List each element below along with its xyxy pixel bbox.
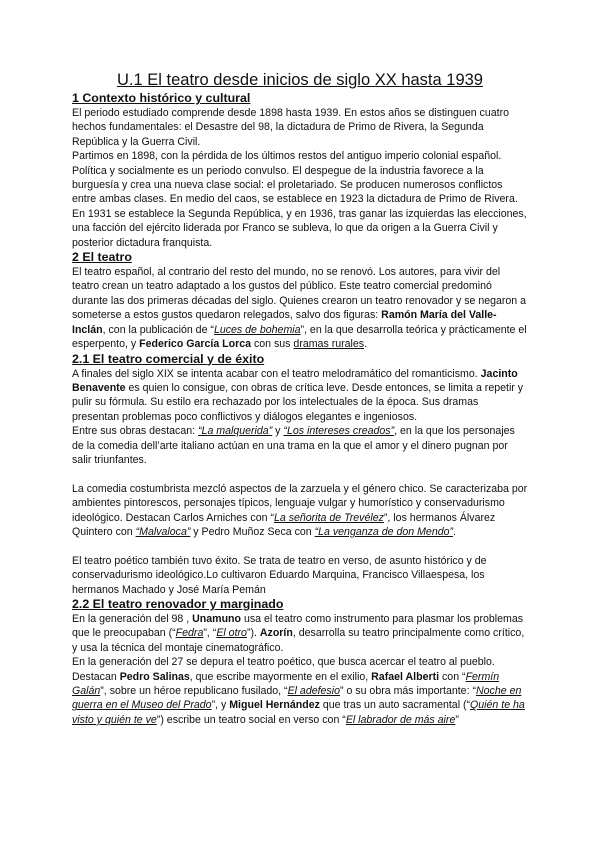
page-title: U.1 El teatro desde inicios de siglo XX hasta 1939: [117, 71, 483, 89]
work-title: Noche en guerra en el Museo del Prado: [72, 685, 522, 712]
section-heading-comercial: 2.1 El teatro comercial y de éxito: [72, 351, 265, 366]
work-title: dramas rurales: [293, 338, 365, 351]
paragraph: A finales del siglo XIX se intenta acabar con el teatro melodramático del romanticismo. Jacinto Benavente es quien lo consigue, con obras de crítica leve. Desde entonces, se limita a repetir y pulir su fórmula. Su estilo era rechazado por los intelectuales de la época. Sus dramas presentan problemas poco conflictivos y diálogos elegantes e ingeniosos.: [72, 367, 524, 423]
paragraph-gap: [72, 539, 528, 553]
section-heading-teatro: 2 El teatro: [72, 250, 132, 265]
paragraph-gap: [72, 467, 528, 481]
section-heading-contexto: 1 Contexto histórico y cultural: [72, 91, 251, 105]
paragraph: Partimos en 1898, con la pérdida de los últimos restos del antiguo imperio colonial español. Política y socialmente es un periodo convulso. El despegue de la industria favorece a la burguesía y crea una nueva clase social: el proletariado. Se producen numerosos conflictos entre ambas clases. En medio del caos, se establece en 1923 la dictadura de Primo de Rivera. En 1931 se establece la Segunda República, y en 1936, tras ganar las izquierdas las elecciones, una facción del ejército liderada por Franco se subleva, lo que da origen a la Guerra Civil y posterior dictadura franquista.: [72, 150, 527, 249]
paragraph: Entre sus obras destacan: “La malquerida” y “Los intereses creados”, en la que los personajes de la comedia dell’arte italiano actúan en una trama en la que el amor y el dinero pugnan por salir triunfantes.: [72, 425, 515, 466]
work-title: Quién te ha visto y quién te ve: [72, 699, 525, 726]
paragraph: El periodo estudiado comprende desde 1898 hasta 1939. En estos años se distinguen cuatro hechos fundamentales: el Desastre del 98, la dictadura de Primo de Rivera, la Segunda República y la Guerra Civil.: [72, 107, 510, 148]
work-title: La señorita de Trevélez: [273, 511, 384, 524]
author-name: Ramón María del Valle-Inclán: [72, 309, 497, 336]
work-title: Luces de bohemia: [213, 323, 301, 336]
work-title: “Los intereses creados”: [283, 425, 395, 438]
paragraph: En la generación del 98 , Unamuno usa el teatro como instrumento para plasmar los problemas que le preocupaban (“Fedra”, “El otro”). Azorín, desarrolla su teatro principalmente como crítico, y usa la técnica del montaje cinematográfico.: [72, 612, 525, 654]
paragraph: En la generación del 27 se depura el teatro poético, que busca acercar el teatro al pueblo. Destacan Pedro Salinas, que escribe mayormente en el exilio, Rafael Alberti con “Fermín Galán”, sobre un héroe republicano fusilado, “El adefesio” o su obra más importante: “Noche en guerra en el Museo del Prado”, y Miguel Hernández que tras un auto sacramental (“Quién te ha visto y quién te ve”) escribe un teatro social en verso con “El labrador de más aire”: [72, 656, 525, 726]
work-title: “La malquerida”: [198, 425, 273, 438]
author-name: Jacinto Benavente: [72, 367, 518, 394]
author-name: Azorín: [259, 627, 293, 640]
author-name: Unamuno: [192, 612, 242, 625]
work-title: “La venganza de don Mendo”: [314, 525, 454, 538]
paragraph: El teatro español, al contrario del resto del mundo, no se renovó. Los autores, para vivir del teatro crean un teatro adaptado a los gustos del público. Este teatro comercial predominó durante las dos primeras décadas del siglo. Quienes crearon un teatro renovador y se negaron a someterse a estos gustos quedaron relegados, salvo dos figuras: Ramón María del Valle-Inclán, con la publicación de “Luces de bohemia”, en la que desarrolla teórica y prácticamente el esperpento, y Federico García Lorca con sus dramas rurales.: [72, 266, 527, 351]
author-name: Miguel Hernández: [229, 699, 320, 712]
author-name: Rafael Alberti: [371, 670, 440, 683]
work-title: Fedra: [175, 627, 204, 640]
section-heading-renovador: 2.2 El teatro renovador y marginado: [72, 596, 284, 611]
work-title: Fermín Galán: [72, 670, 500, 697]
work-title: El otro: [216, 627, 247, 640]
work-title: El adefesio: [287, 685, 340, 697]
author-name: Federico García Lorca: [139, 338, 252, 351]
work-title: El labrador de más aire: [345, 713, 456, 726]
work-title: “Malvaloca”: [135, 525, 191, 538]
paragraph: La comedia costumbrista mezcló aspectos de la zarzuela y el género chico. Se caracterizaba por ambientes pintorescos, personajes típicos, lenguaje vulgar y humorístico y conservadurismo ideológico. Destacan Carlos Arniches con “La señorita de Trevélez”, los hermanos Álvarez Quintero con “Malvaloca” y Pedro Muñoz Seca con “La venganza de don Mendo”.: [72, 482, 528, 538]
author-name: Pedro Salinas: [119, 670, 190, 683]
paragraph: El teatro poético también tuvo éxito. Se trata de teatro en verso, de asunto histórico y de conservadurismo ideológico.Lo cultivaron Eduardo Marquina, Francisco Villaespesa, los hermanos Machado y José María Pemán: [72, 554, 487, 596]
document-page: [72, 70, 528, 727]
